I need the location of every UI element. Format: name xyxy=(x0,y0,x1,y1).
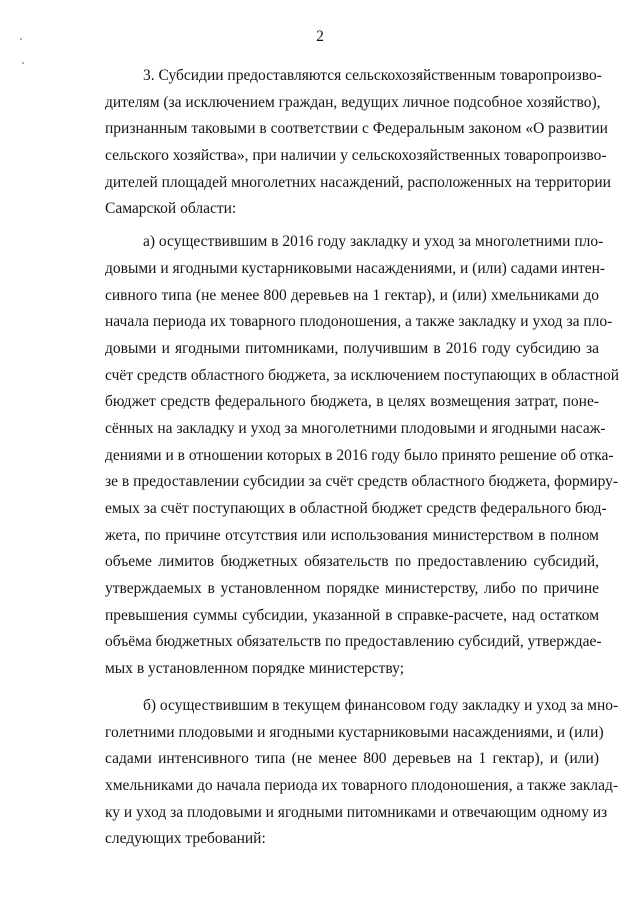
text-line: Самарской области: xyxy=(105,200,237,218)
text-line: довыми и ягодными питомниками, получившим в 2016 году субсидию за xyxy=(105,339,599,357)
text-line: счёт средств областного бюджета, за исключением поступающих в областной xyxy=(105,366,620,384)
text-line: сивного типа (не менее 800 деревьев на 1 гектар), и (или) хмельниками до xyxy=(105,286,599,304)
text-line: сённых на закладку и уход за многолетними плодовыми и ягодными насаж- xyxy=(105,419,606,437)
document-body xyxy=(105,63,620,853)
text-line: ку и уход за плодовыми и ягодными питомниками и отвечающим одному из xyxy=(105,803,608,821)
text-line: садами интенсивного типа (не менее 800 деревьев на 1 гектар), и (или) xyxy=(105,750,599,768)
text-line: хмельниками до начала периода их товарного плодоношения, а также заклад- xyxy=(105,776,619,794)
text-line: дителям (за исключением граждан, ведущих личное подсобное хозяйство), xyxy=(105,93,601,111)
text-line: сельского хозяйства», при наличии у сельскохозяйственных товаропроизво- xyxy=(105,147,607,165)
text-line: 3. Субсидии предоставляются сельскохозяйственным товаропроизво- xyxy=(143,67,602,84)
text-line: объёма бюджетных обязательств по предоставлению субсидий, утверждае- xyxy=(105,633,602,651)
paragraph-3 xyxy=(105,63,611,223)
text-line: превышения суммы субсидии, указанной в справке-расчете, над остатком xyxy=(105,606,599,624)
text-line: жета, по причине отсутствия или использования министерством в полном xyxy=(105,526,599,544)
scan-speck xyxy=(22,62,24,64)
text-line: зе в предоставлении субсидии за счёт средств областного бюджета, формиру- xyxy=(105,473,619,491)
text-line: признанным таковыми в соответствии с Федеральным законом «О развитии xyxy=(105,120,608,138)
text-line: довыми и ягодными кустарниковыми насаждениями, и (или) садами интен- xyxy=(105,259,606,277)
text-line: б) осуществившим в текущем финансовом году закладку и уход за мно- xyxy=(143,696,619,714)
text-line: дениями и в отношении которых в 2016 году было принято решение об отка- xyxy=(105,446,614,464)
text-line: объеме лимитов бюджетных обязательств по предоставлению субсидий, xyxy=(105,553,599,571)
text-line: следующих требований: xyxy=(105,830,266,848)
text-line: емых за счёт поступающих в областной бюджет средств федерального бюд- xyxy=(105,500,607,517)
text-line: голетними плодовыми и ягодными кустарниковыми насаждениями, и (или) xyxy=(105,723,604,741)
text-line: бюджет средств федерального бюджета, в целях возмещения затрат, поне- xyxy=(105,393,599,411)
paragraph-a xyxy=(105,229,620,683)
text-line: начала периода их товарного плодоношения, а также закладку и уход за пло- xyxy=(105,313,613,331)
paragraph-b xyxy=(105,693,619,853)
text-line: а) осуществившим в 2016 году закладку и уход за многолетними пло- xyxy=(143,233,604,251)
text-line: мых в установленном порядке министерству; xyxy=(105,660,404,678)
page-number: 2 xyxy=(316,28,324,45)
text-line: дителей площадей многолетних насаждений, расположенных на территории xyxy=(105,173,611,191)
text-line: утверждаемых в установленном порядке министерству, либо по причине xyxy=(105,580,599,598)
